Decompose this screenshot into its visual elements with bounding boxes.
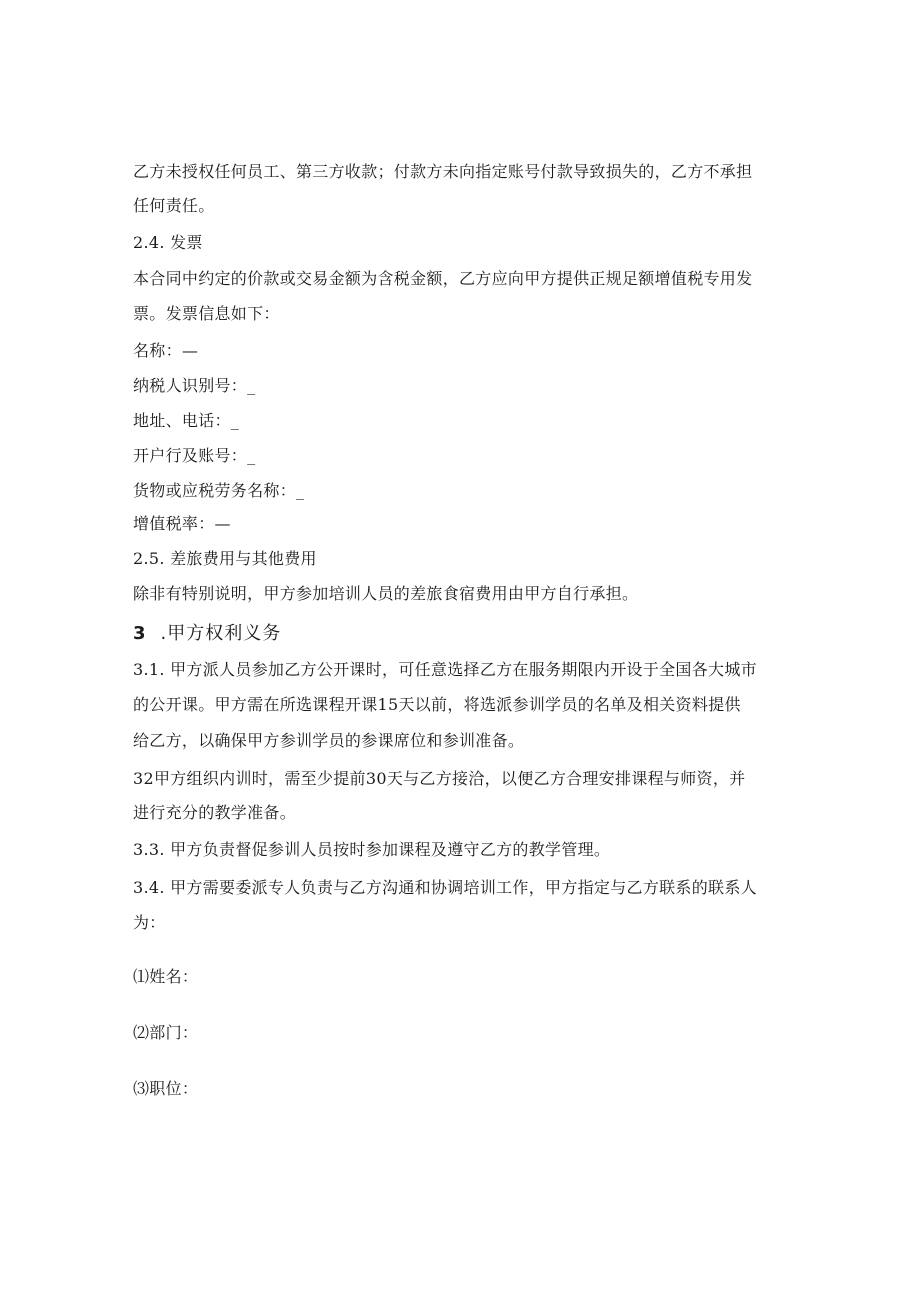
contact-position-field: ⑶职位：	[133, 1079, 199, 1098]
invoice-taxpayer-id-field: 纳税人识别号：_	[133, 376, 256, 395]
text-line: 除非有特别说明，甲方参加培训人员的差旅食宿费用由甲方自行承担。	[133, 584, 639, 603]
invoice-name-field: 名称：—	[133, 341, 199, 360]
clause-3-2: 32甲方组织内训时，需至少提前30天与乙方接洽，以便乙方合理安排课程与师资，并	[133, 769, 746, 788]
invoice-goods-name-field: 货物或应税劳务名称：_	[133, 481, 305, 500]
clause-3-4: 3.4. 甲方需要委派专人负责与乙方沟通和协调培训工作，甲方指定与乙方联系的联系人	[133, 878, 757, 897]
clause-3-3: 3.3. 甲方负责督促参训人员按时参加课程及遵守乙方的教学管理。	[133, 840, 611, 859]
text-line: 的公开课。甲方需在所选课程开课15天以前，将选派参训学员的名单及相关资料提供	[133, 695, 741, 714]
text-line: 本合同中约定的价款或交易金额为含税金额，乙方应向甲方提供正规足额增值税专用发	[133, 269, 753, 288]
section-title: .甲方权利义务	[160, 623, 282, 644]
section-heading-3	[133, 623, 281, 645]
text-line: 乙方未授权任何员工、第三方收款；付款方未向指定账号付款导致损失的，乙方不承担	[133, 162, 753, 181]
text-line: 任何责任。	[133, 196, 215, 215]
contact-department-field: ⑵部门：	[133, 1023, 199, 1042]
clause-3-1: 3.1. 甲方派人员参加乙方公开课时，可任意选择乙方在服务期限内开设于全国各大城市	[133, 660, 757, 679]
contact-name-field: ⑴姓名：	[133, 967, 199, 986]
invoice-vat-rate-field: 增值税率：—	[133, 514, 231, 533]
clause-heading-2-4: 2.4. 发票	[133, 233, 203, 252]
text-line: 为：	[133, 913, 166, 932]
clause-heading-2-5: 2.5. 差旅费用与其他费用	[133, 549, 317, 568]
invoice-address-phone-field: 地址、电话：_	[133, 411, 240, 430]
text-line: 票。发票信息如下：	[133, 304, 280, 323]
section-number: 3	[133, 623, 147, 644]
text-line: 进行充分的教学准备。	[133, 803, 297, 822]
invoice-bank-account-field: 开户行及账号：_	[133, 446, 256, 465]
text-line: 给乙方，以确保甲方参训学员的参课席位和参训准备。	[133, 731, 525, 750]
